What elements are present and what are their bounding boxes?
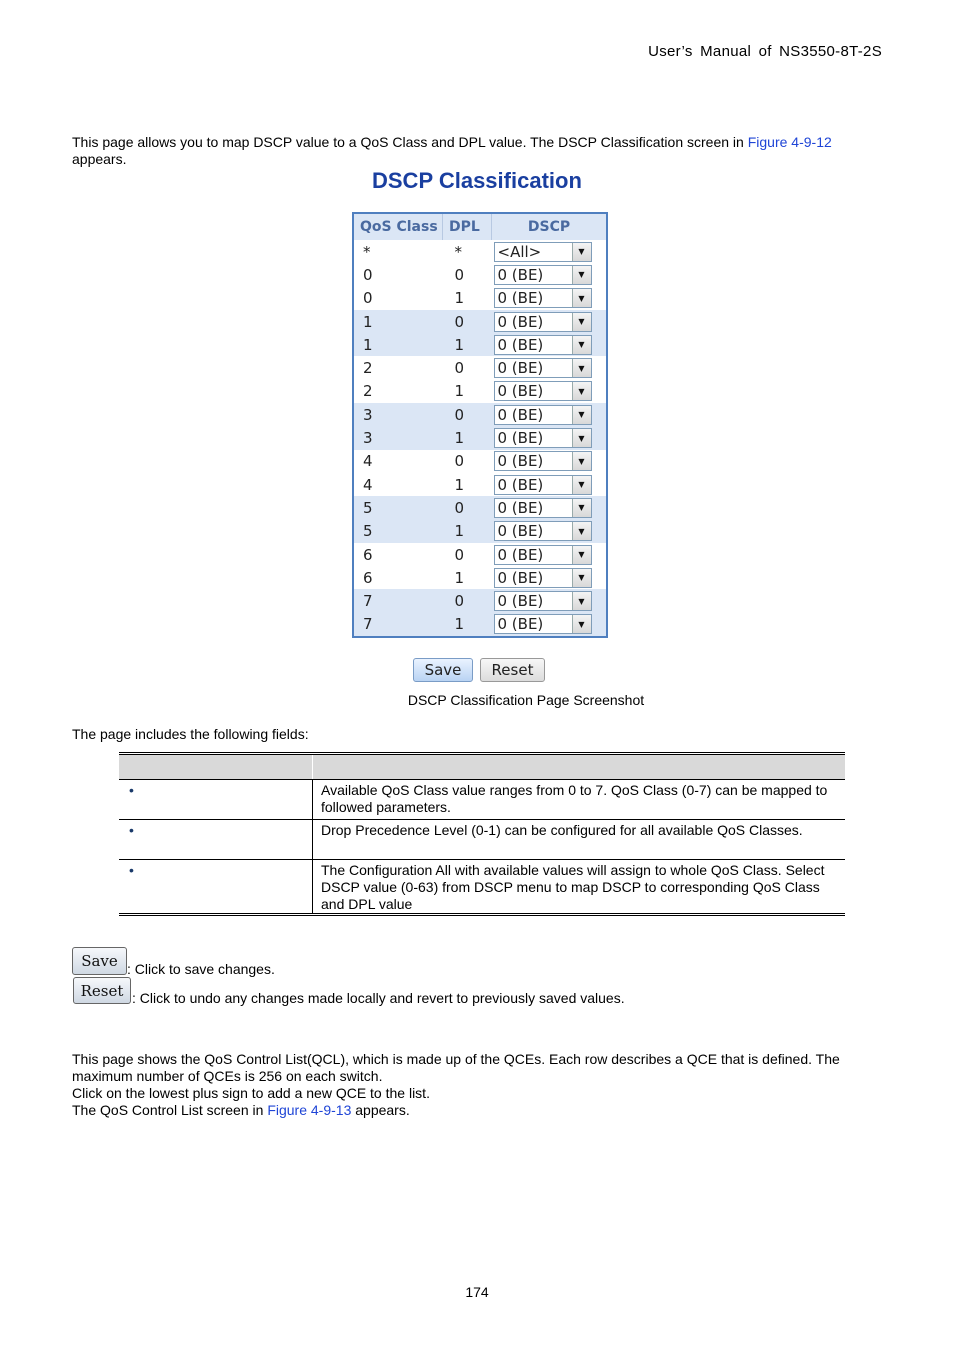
dpl-cell: 1 bbox=[443, 333, 492, 356]
dscp-select-value: 0 (BE) bbox=[497, 452, 544, 471]
dscp-select[interactable] bbox=[494, 545, 592, 565]
reset-button[interactable]: Reset bbox=[480, 658, 545, 682]
chevron-down-icon[interactable]: ▼ bbox=[572, 522, 591, 540]
dpl-cell: 1 bbox=[454, 382, 465, 401]
qos-class-cell: 7 bbox=[354, 613, 443, 636]
table-row bbox=[119, 860, 845, 915]
table-row bbox=[354, 613, 606, 636]
field-description: Drop Precedence Level (0-1) can be configured for all available QoS Classes. bbox=[313, 820, 846, 860]
qcl-paragraph bbox=[72, 1051, 882, 1119]
dpl-cell: 1 bbox=[454, 289, 465, 308]
field-description: The Configuration All with available values will assign to whole QoS Class. Select DSCP value (0-63) from DSCP menu to map DSCP to corresponding QoS Class and DPL value bbox=[313, 860, 846, 915]
table-row bbox=[354, 333, 606, 356]
dscp-select[interactable] bbox=[494, 614, 592, 634]
dpl-cell: 1 bbox=[443, 613, 492, 636]
fields-intro: The page includes the following fields: bbox=[72, 726, 309, 742]
chevron-down-icon[interactable]: ▼ bbox=[572, 266, 591, 284]
dscp-select[interactable] bbox=[494, 358, 592, 378]
column-header-dpl: DPL bbox=[443, 214, 492, 240]
reset-description: : Click to undo any changes made locally and revert to previously saved values. bbox=[132, 990, 625, 1006]
dpl-cell: 1 bbox=[443, 426, 492, 449]
dpl-cell: 0 bbox=[454, 452, 465, 471]
table-row bbox=[119, 820, 845, 860]
fields-header-object bbox=[119, 754, 313, 780]
dscp-select-value: 0 (BE) bbox=[497, 615, 544, 634]
qos-class-cell: * bbox=[363, 242, 371, 261]
qcl-text: This page shows the QoS Control List(QCL), which is made up of the QCEs. Each row describes a QCE that is defined. The maximum number of QCEs is 256 on each switch. bbox=[72, 1051, 840, 1084]
table-row bbox=[354, 450, 606, 473]
qos-class-cell: 6 bbox=[363, 545, 373, 564]
dscp-select[interactable] bbox=[494, 381, 592, 401]
table-row bbox=[354, 566, 606, 589]
save-description: : Click to save changes. bbox=[127, 961, 275, 977]
qos-class-cell: 4 bbox=[363, 475, 373, 494]
table-row bbox=[354, 356, 606, 379]
save-button-image: Save bbox=[72, 947, 127, 975]
table-row bbox=[354, 496, 606, 519]
dpl-cell: 0 bbox=[443, 403, 492, 426]
dpl-cell: 1 bbox=[454, 568, 465, 587]
dscp-select-value: 0 (BE) bbox=[497, 382, 544, 401]
fields-header-description bbox=[313, 754, 846, 780]
page-header: User’s Manual of NS3550-8T-2S bbox=[648, 43, 882, 60]
table-row bbox=[354, 310, 606, 333]
chevron-down-icon[interactable]: ▼ bbox=[572, 289, 591, 307]
dscp-select[interactable] bbox=[494, 312, 592, 332]
column-header-dscp: DSCP bbox=[492, 214, 607, 240]
chevron-down-icon[interactable]: ▼ bbox=[572, 382, 591, 400]
chevron-down-icon[interactable]: ▼ bbox=[572, 243, 591, 261]
dpl-cell: 0 bbox=[443, 589, 492, 612]
chevron-down-icon[interactable]: ▼ bbox=[572, 476, 591, 494]
table-row bbox=[354, 520, 606, 543]
dscp-select[interactable] bbox=[494, 521, 592, 541]
dscp-title: DSCP Classification bbox=[372, 168, 582, 193]
dscp-select-value: <All> bbox=[497, 242, 542, 261]
figure-link[interactable]: Figure 4-9-13 bbox=[267, 1102, 352, 1118]
fields-table bbox=[119, 752, 845, 916]
reset-button-image: Reset bbox=[73, 977, 131, 1004]
dscp-select[interactable] bbox=[494, 568, 592, 588]
table-row bbox=[354, 589, 606, 612]
intro-text: This page allows you to map DSCP value to a QoS Class and DPL value. The DSCP Classification screen in bbox=[72, 134, 748, 150]
bullet-icon: • bbox=[129, 862, 134, 878]
qos-class-cell: 1 bbox=[354, 310, 443, 333]
qos-class-cell: 0 bbox=[363, 265, 373, 284]
figure-link[interactable]: Figure 4-9-12 bbox=[747, 134, 832, 150]
page-number: 174 bbox=[465, 1284, 489, 1300]
intro-paragraph bbox=[72, 134, 882, 168]
dscp-select-value: 0 (BE) bbox=[497, 498, 544, 517]
qos-class-cell: 5 bbox=[354, 496, 443, 519]
figure-caption: DSCP Classification Page Screenshot bbox=[407, 692, 645, 708]
dscp-select-value: 0 (BE) bbox=[497, 359, 544, 378]
table-row bbox=[354, 426, 606, 449]
table-row bbox=[354, 473, 606, 496]
dscp-select[interactable] bbox=[494, 475, 592, 495]
table-row bbox=[354, 403, 606, 426]
chevron-down-icon[interactable]: ▼ bbox=[572, 452, 591, 470]
chevron-down-icon[interactable]: ▼ bbox=[572, 359, 591, 377]
chevron-down-icon[interactable]: ▼ bbox=[572, 615, 591, 633]
chevron-down-icon[interactable]: ▼ bbox=[572, 569, 591, 587]
dpl-cell: 1 bbox=[454, 475, 465, 494]
dscp-select-value: 0 (BE) bbox=[497, 265, 544, 284]
dscp-select-value: 0 (BE) bbox=[497, 335, 544, 354]
save-button[interactable]: Save bbox=[413, 658, 473, 682]
qos-class-cell: 2 bbox=[363, 382, 373, 401]
dpl-cell: 0 bbox=[454, 359, 465, 378]
qos-class-cell: 0 bbox=[363, 289, 373, 308]
qcl-text: appears. bbox=[355, 1102, 410, 1118]
dscp-select[interactable] bbox=[494, 288, 592, 308]
qcl-text: The QoS Control List screen in bbox=[72, 1102, 268, 1118]
table-row bbox=[354, 287, 606, 310]
dscp-select[interactable] bbox=[494, 335, 592, 355]
table-row bbox=[354, 380, 606, 403]
dscp-select[interactable] bbox=[494, 451, 592, 471]
qos-class-cell: 3 bbox=[354, 403, 443, 426]
qos-class-cell: 1 bbox=[354, 333, 443, 356]
dscp-select[interactable] bbox=[494, 405, 592, 425]
table-row bbox=[354, 240, 606, 263]
column-header-qos: QoS Class bbox=[354, 214, 443, 240]
table-row bbox=[354, 543, 606, 566]
qcl-text: Click on the lowest plus sign to add a new QCE to the list. bbox=[72, 1085, 430, 1101]
dscp-select-value: 0 (BE) bbox=[497, 475, 544, 494]
dscp-select[interactable] bbox=[494, 498, 592, 518]
intro-text-end: appears. bbox=[72, 151, 127, 167]
dscp-select-value: 0 (BE) bbox=[497, 312, 544, 331]
chevron-down-icon[interactable]: ▼ bbox=[572, 499, 591, 517]
dscp-select-value: 0 (BE) bbox=[497, 568, 544, 587]
dpl-cell: 0 bbox=[454, 545, 465, 564]
chevron-down-icon[interactable]: ▼ bbox=[572, 429, 591, 447]
chevron-down-icon[interactable]: ▼ bbox=[572, 406, 591, 424]
dpl-cell: 0 bbox=[443, 496, 492, 519]
chevron-down-icon[interactable]: ▼ bbox=[572, 336, 591, 354]
dscp-select-value: 0 (BE) bbox=[497, 429, 544, 448]
qos-class-cell: 6 bbox=[363, 568, 373, 587]
qos-class-cell: 7 bbox=[354, 589, 443, 612]
bullet-icon: • bbox=[129, 782, 134, 798]
dpl-cell: 0 bbox=[443, 310, 492, 333]
dscp-select[interactable] bbox=[494, 265, 592, 285]
dscp-table bbox=[352, 212, 608, 638]
dscp-select-value: 0 (BE) bbox=[497, 405, 544, 424]
qos-class-cell: 5 bbox=[354, 520, 443, 543]
dpl-cell: 1 bbox=[443, 520, 492, 543]
dscp-select-value: 0 (BE) bbox=[497, 545, 544, 564]
dpl-cell: * bbox=[454, 242, 462, 261]
qos-class-cell: 2 bbox=[363, 359, 373, 378]
bullet-icon: • bbox=[129, 822, 134, 838]
qos-class-cell: 4 bbox=[363, 452, 373, 471]
field-description: Available QoS Class value ranges from 0 to 7. QoS Class (0-7) can be mapped to followed parameters. bbox=[313, 780, 846, 820]
dscp-select[interactable] bbox=[494, 242, 592, 262]
dscp-select-value: 0 (BE) bbox=[497, 289, 544, 308]
chevron-down-icon[interactable]: ▼ bbox=[572, 546, 591, 564]
chevron-down-icon[interactable]: ▼ bbox=[572, 313, 591, 331]
chevron-down-icon[interactable]: ▼ bbox=[572, 592, 591, 610]
table-row bbox=[119, 780, 845, 820]
table-row bbox=[354, 263, 606, 286]
dscp-table-body bbox=[354, 240, 606, 636]
dpl-cell: 0 bbox=[454, 265, 465, 284]
dscp-select[interactable] bbox=[494, 591, 592, 611]
qos-class-cell: 3 bbox=[354, 426, 443, 449]
dscp-select[interactable] bbox=[494, 428, 592, 448]
dscp-select-value: 0 (BE) bbox=[497, 592, 544, 611]
dscp-select-value: 0 (BE) bbox=[497, 522, 544, 541]
